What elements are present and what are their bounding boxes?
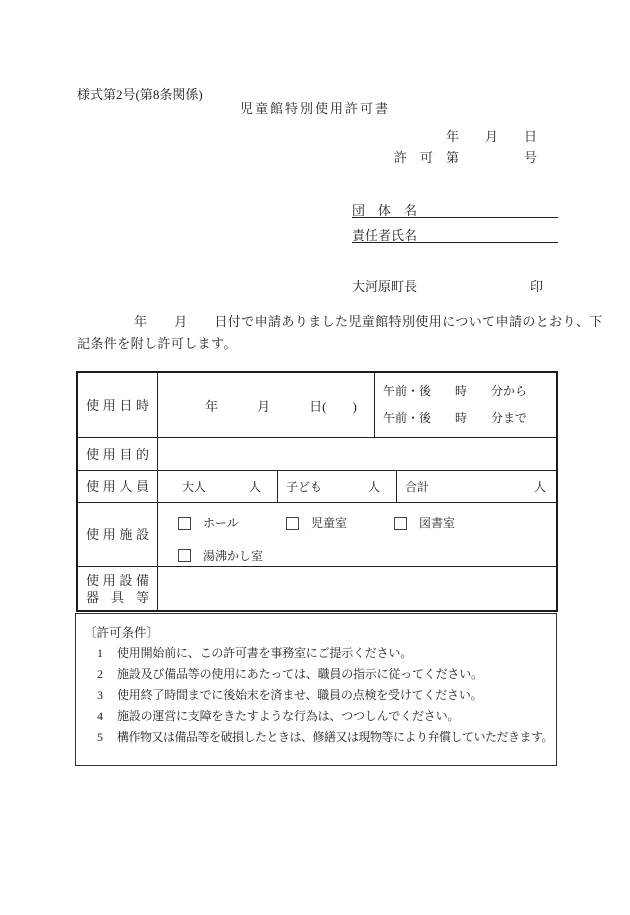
group-name-field — [352, 200, 558, 218]
facility-options-line1 — [178, 508, 556, 541]
body-paragraph-line2: 記条件を附し許可します。 — [77, 336, 237, 351]
document-title: 児童館特別使用許可書 — [239, 101, 390, 116]
adult-label: 大人 — [182, 480, 207, 494]
application-table — [76, 371, 558, 612]
checkbox-icon — [394, 517, 407, 530]
condition-item-1 — [97, 643, 556, 664]
child-count-cell — [278, 471, 397, 502]
row-label-facility — [78, 503, 158, 566]
condition-text: 使用開始前に、この許可書を事務室にご提示ください。 — [117, 646, 413, 660]
use-date-cell: 年 月 日( ) — [158, 373, 375, 437]
facility-option-hall — [178, 508, 283, 538]
condition-number: 4 — [97, 709, 103, 723]
checkbox-icon — [286, 517, 299, 530]
body-paragraph — [77, 311, 603, 355]
facility-option-kitchenette — [178, 541, 263, 571]
table-row-facility — [78, 503, 556, 567]
purpose-cell — [158, 438, 556, 470]
body-paragraph-line1: 年 月 日付で申請ありました児童館特別使用について申請のとおり、下 — [134, 314, 603, 329]
condition-number: 2 — [97, 667, 103, 681]
table-row-people — [78, 471, 556, 503]
facility-option-label: ホール — [203, 516, 239, 530]
row-label-purpose — [78, 438, 158, 470]
adult-count-cell — [158, 471, 278, 502]
group-name-label: 団 体 名 — [352, 203, 418, 218]
row-label-equipment-line2: 器具等 — [86, 589, 149, 605]
total-unit: 人 — [533, 480, 546, 494]
facility-option-label: 湯沸かし室 — [203, 548, 264, 563]
use-time-cell — [375, 373, 556, 437]
time-to-line: 午前・後 時 分まで — [383, 411, 528, 425]
total-count-cell — [397, 471, 556, 502]
table-row-purpose — [78, 438, 556, 471]
row-label-datetime — [78, 373, 158, 437]
facility-options-cell — [158, 503, 556, 566]
issue-date-line: 年 月 日 — [445, 129, 537, 144]
checkbox-icon — [178, 549, 191, 562]
condition-text: 施設及び備品等の使用にあたっては、職員の指示に従ってください。 — [117, 667, 483, 681]
facility-option-childroom — [286, 508, 391, 538]
checkbox-icon — [178, 517, 191, 530]
time-from-line: 午前・後 時 分から — [383, 384, 528, 398]
permit-number-line: 許 可 第 号 — [393, 150, 537, 165]
condition-item-3 — [97, 685, 556, 706]
table-row-datetime — [78, 373, 556, 438]
condition-number: 1 — [97, 646, 103, 660]
seal-mark: 印 — [529, 279, 543, 294]
condition-text: 構作物又は備品等を破損したときは、修繕又は現物等により弁償していただきます。 — [117, 730, 554, 744]
facility-option-label: 図書室 — [419, 516, 456, 530]
row-label-people — [78, 471, 158, 502]
condition-item-2 — [97, 664, 556, 685]
row-label-equipment-line1: 使用設備 — [86, 572, 149, 588]
condition-number: 5 — [97, 730, 103, 744]
facility-option-label: 児童室 — [311, 516, 348, 530]
adult-unit: 人 — [248, 480, 261, 494]
child-unit: 人 — [367, 480, 380, 494]
row-label-equipment — [78, 567, 158, 610]
condition-number: 3 — [97, 688, 103, 702]
condition-item-4 — [97, 706, 556, 727]
condition-item-5 — [97, 727, 556, 748]
child-label: 子ども — [286, 480, 323, 494]
row-label-people-text: 使用人員 — [86, 479, 149, 494]
responsible-name-label: 責任者氏名 — [352, 228, 418, 243]
facility-option-library — [394, 508, 455, 538]
row-label-facility-text: 使用施設 — [86, 527, 149, 542]
row-label-purpose-text: 使用目的 — [86, 446, 149, 462]
mayor-signature-line — [352, 276, 558, 295]
row-label-datetime-text: 使用日時 — [86, 397, 149, 413]
condition-text: 使用終了時間までに後始末を済ませ、職員の点検を受けてください。 — [117, 688, 483, 702]
total-label: 合計 — [405, 480, 430, 494]
equipment-cell — [158, 567, 556, 610]
permit-conditions-box — [75, 613, 557, 766]
mayor-title: 大河原町長 — [352, 279, 418, 294]
conditions-heading: 〔許可条件〕 — [84, 626, 160, 640]
condition-text: 施設の運営に支障をきたすような行為は、つつしんでください。 — [117, 709, 460, 723]
form-number: 様式第2号(第8条関係) — [77, 87, 203, 102]
responsible-name-field — [352, 225, 558, 243]
table-row-equipment — [78, 567, 556, 610]
